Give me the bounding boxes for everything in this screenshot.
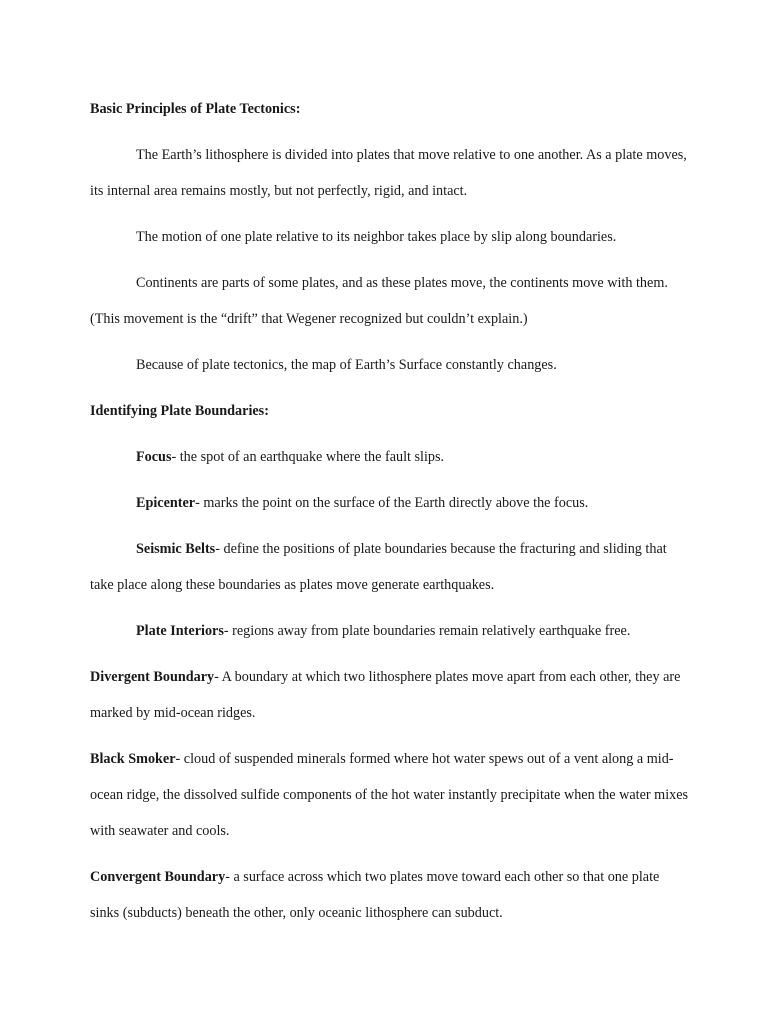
definition-text-epicenter: - marks the point on the surface of the Earth directly above the focus. — [195, 495, 589, 511]
definition-black-smoker — [90, 741, 690, 849]
definition-divergent-boundary — [90, 659, 690, 731]
definition-text-black-smoker: - cloud of suspended minerals formed where hot water spews out of a vent along a mid-ocean ridge, the dissolved sulfide components of the hot water instantly precipitate when the water mixes with seawater and cools. — [90, 751, 689, 839]
term-plate-interiors: Plate Interiors — [136, 623, 224, 639]
term-divergent-boundary: Divergent Boundary — [90, 669, 215, 685]
definition-focus — [90, 439, 690, 475]
paragraph-plate-motion: The motion of one plate relative to its neighbor takes place by slip along boundaries. — [136, 229, 617, 245]
section-heading-basic-principles: Basic Principles of Plate Tectonics: — [90, 101, 301, 117]
definition-text-plate-interiors: - regions away from plate boundaries remain relatively earthquake free. — [223, 623, 631, 639]
definition-text-seismic-belts: - define the positions of plate boundaries because the fracturing and sliding that take place along these boundaries as plates move generate earthquakes. — [90, 541, 667, 593]
term-convergent-boundary: Convergent Boundary — [90, 869, 226, 885]
definition-convergent-boundary — [90, 859, 690, 931]
paragraph-map-changes: Because of plate tectonics, the map of Earth’s Surface constantly changes. — [136, 357, 557, 373]
paragraph-continents: Continents are parts of some plates, and as these plates move, the continents move with them. (This movement is the “drift” that Wegener recognized but couldn’t explain.) — [90, 275, 668, 327]
definition-epicenter — [90, 485, 690, 521]
term-black-smoker: Black Smoker — [90, 751, 176, 767]
term-seismic-belts: Seismic Belts — [136, 541, 216, 557]
definition-text-focus: - the spot of an earthquake where the fault slips. — [171, 449, 445, 465]
paragraph-lithosphere: The Earth’s lithosphere is divided into plates that move relative to one another. As a plate moves, its internal area remains mostly, but not perfectly, rigid, and intact. — [90, 147, 687, 199]
definition-text-convergent-boundary: - a surface across which two plates move toward each other so that one plate sinks (subducts) beneath the other, only oceanic lithosphere can subduct. — [90, 869, 660, 921]
definition-plate-interiors — [90, 613, 690, 649]
term-focus: Focus — [136, 449, 172, 465]
definition-seismic-belts — [90, 531, 690, 603]
term-epicenter: Epicenter — [136, 495, 196, 511]
section-heading-identifying-boundaries: Identifying Plate Boundaries: — [90, 403, 269, 419]
document-page — [90, 91, 690, 941]
definition-text-divergent-boundary: - A boundary at which two lithosphere plates move apart from each other, they are marked by mid-ocean ridges. — [90, 669, 681, 721]
